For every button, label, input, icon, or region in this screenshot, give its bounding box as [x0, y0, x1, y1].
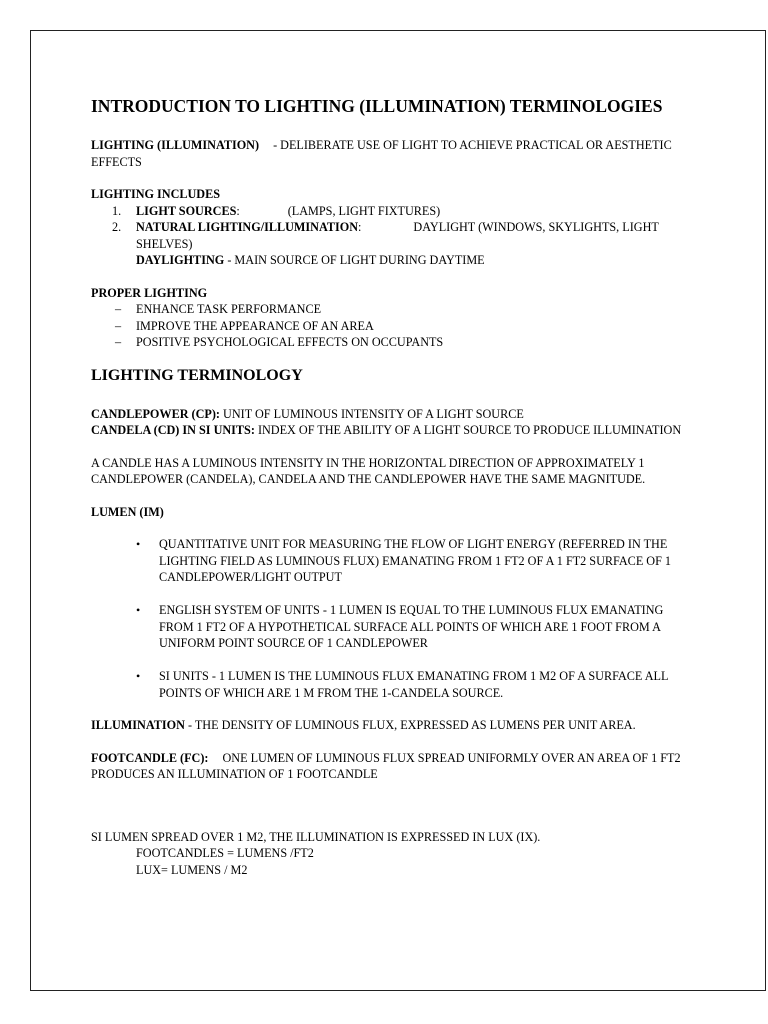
list-item: – ENHANCE TASK PERFORMANCE [115, 302, 322, 316]
list-item: – IMPROVE THE APPEARANCE OF AN AREA [115, 318, 374, 333]
lumen-list [91, 536, 691, 701]
bullet-marker: • [136, 537, 141, 551]
footcandle-definition: FOOTCANDLE (FC): ONE LUMEN OF LUMINOUS FLUX SPREAD UNIFORMLY OVER AN AREA OF 1 FT2 PRODUCES AN ILLUMINATION OF 1 FOOTCANDLE [91, 750, 681, 781]
lux-formula: LUX= LUMENS / M2 [136, 862, 248, 877]
lighting-includes-heading: LIGHTING INCLUDES [91, 187, 221, 201]
proper-lighting-heading: PROPER LIGHTING [91, 285, 208, 300]
candlepower-definition: CANDLEPOWER (CP): UNIT OF LUMINOUS INTENSITY OF A LIGHT SOURCE [91, 406, 524, 421]
lumen-heading: LUMEN (IM) [91, 504, 164, 519]
list-item: 1. LIGHT SOURCES: (LAMPS, LIGHT FIXTURES) [112, 203, 441, 218]
list-item: • QUANTITATIVE UNIT FOR MEASURING THE FLOW OF LIGHT ENERGY (REFERRED IN THE LIGHTING FIELD AS LUMINOUS FLUX) EMANATING FROM 1 FT2 OF A 1 FT2 SURFACE OF 1 CANDLEPOWER/LIGHT OUTPUT [136, 537, 672, 584]
page-title: INTRODUCTION TO LIGHTING (ILLUMINATION) TERMINOLOGIES [91, 96, 663, 116]
proper-lighting-list [91, 301, 691, 351]
document-page [30, 30, 766, 991]
dash-marker: – [115, 318, 122, 333]
list-item-term: NATURAL LIGHTING/ILLUMINATION [136, 220, 359, 234]
illumination-definition: ILLUMINATION - THE DENSITY OF LUMINOUS FLUX, EXPRESSED AS LUMENS PER UNIT AREA. [91, 718, 636, 732]
lighting-terminology-heading: LIGHTING TERMINOLOGY [91, 366, 303, 384]
daylighting-definition: DAYLIGHTING - MAIN SOURCE OF LIGHT DURING DAYTIME [136, 253, 485, 267]
bullet-marker: • [136, 669, 141, 683]
document-body [91, 94, 691, 878]
dash-marker: – [115, 335, 122, 349]
list-item: – POSITIVE PSYCHOLOGICAL EFFECTS ON OCCUPANTS [115, 335, 444, 349]
list-item-desc: DAYLIGHT (WINDOWS, SKYLIGHTS, LIGHT SHELVES) [136, 220, 659, 251]
lighting-term: LIGHTING (ILLUMINATION) [91, 138, 260, 152]
footcandles-formula: FOOTCANDLES = LUMENS /FT2 [136, 846, 314, 860]
list-item-desc: (LAMPS, LIGHT FIXTURES) [287, 203, 441, 218]
lighting-includes-list [91, 203, 691, 253]
list-item-term: LIGHT SOURCES [136, 203, 237, 218]
lighting-def-text: - DELIBERATE USE OF LIGHT TO ACHIEVE PRACTICAL OR AESTHETIC EFFECTS [91, 138, 672, 169]
candela-definition: CANDELA (CD) IN SI UNITS: INDEX OF THE ABILITY OF A LIGHT SOURCE TO PRODUCE ILLUMINATION [91, 423, 682, 437]
lighting-definition [91, 137, 691, 170]
list-item: • ENGLISH SYSTEM OF UNITS - 1 LUMEN IS EQUAL TO THE LUMINOUS FLUX EMANATING FROM 1 FT2 OF A HYPOTHETICAL SURFACE ALL POINTS OF WHICH ARE 1 FOOT FROM A UNIFORM POINT SOURCE OF 1 CANDLEPOWER [136, 603, 664, 650]
dash-marker: – [115, 302, 122, 316]
si-lumen-paragraph: SI LUMEN SPREAD OVER 1 M2, THE ILLUMINATION IS EXPRESSED IN LUX (IX). [91, 829, 541, 844]
list-item: 2. NATURAL LIGHTING/ILLUMINATION: DAYLIGHT (WINDOWS, SKYLIGHTS, LIGHT SHELVES) [112, 220, 659, 251]
candle-paragraph: A CANDLE HAS A LUMINOUS INTENSITY IN THE HORIZONTAL DIRECTION OF APPROXIMATELY 1 CANDLEPOWER (CANDELA), CANDELA AND THE CANDLEPOWER HAVE THE SAME MAGNITUDE. [91, 455, 646, 486]
bullet-marker: • [136, 603, 141, 617]
list-item: • SI UNITS - 1 LUMEN IS THE LUMINOUS FLUX EMANATING FROM 1 M2 OF A SURFACE ALL POINTS OF WHICH ARE 1 M FROM THE 1-CANDELA SOURCE. [136, 669, 668, 700]
